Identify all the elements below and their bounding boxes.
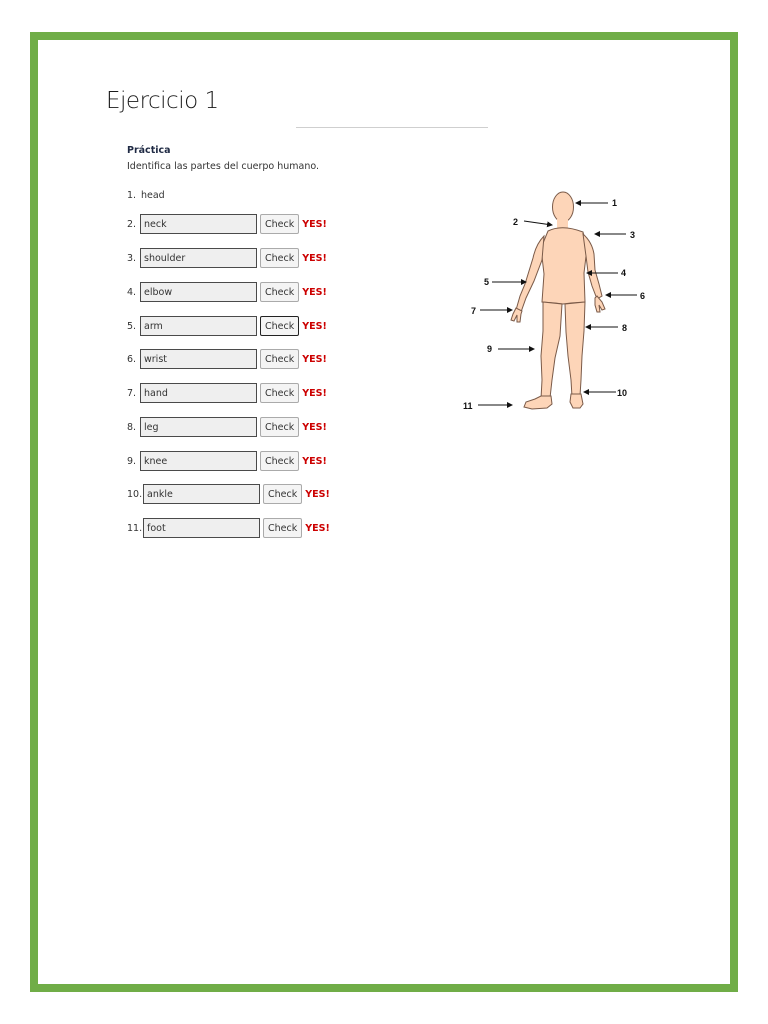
answer-input[interactable] <box>140 282 257 302</box>
exercise-item-9 <box>127 451 327 471</box>
item-answer-text: head <box>141 189 165 201</box>
check-button[interactable]: Check <box>263 484 302 504</box>
exercise-item-5 <box>127 316 327 336</box>
figure-right-leg <box>541 302 562 399</box>
figure-label-8: 8 <box>622 323 628 333</box>
exercise-item-1 <box>127 185 165 205</box>
body-diagram-svg <box>462 186 658 418</box>
item-number: 2. <box>127 218 137 230</box>
figure-label-11: 11 <box>463 401 473 411</box>
answer-input[interactable] <box>140 248 257 268</box>
result-label: YES! <box>302 455 327 467</box>
human-figure <box>511 192 605 409</box>
item-number: 4. <box>127 286 137 298</box>
body-diagram <box>462 186 658 418</box>
answer-input[interactable] <box>140 349 257 369</box>
check-button[interactable]: Check <box>260 316 299 336</box>
figure-label-9: 9 <box>487 344 493 354</box>
check-button[interactable]: Check <box>260 282 299 302</box>
figure-label-7: 7 <box>471 306 477 316</box>
page-frame <box>30 32 738 992</box>
exercise-item-8 <box>127 417 327 437</box>
answer-input[interactable] <box>140 417 257 437</box>
check-button[interactable]: Check <box>260 349 299 369</box>
exercise-item-4 <box>127 282 327 302</box>
exercise-item-3 <box>127 248 327 268</box>
answer-input[interactable] <box>140 451 257 471</box>
title-divider <box>296 127 488 128</box>
answer-input[interactable] <box>140 383 257 403</box>
result-label: YES! <box>305 522 330 534</box>
answer-input[interactable] <box>140 214 257 234</box>
check-button[interactable]: Check <box>260 383 299 403</box>
check-button[interactable]: Check <box>260 451 299 471</box>
item-number: 10. <box>127 488 143 500</box>
item-number: 7. <box>127 387 137 399</box>
result-label: YES! <box>302 421 327 433</box>
result-label: YES! <box>302 387 327 399</box>
item-number: 3. <box>127 252 137 264</box>
figure-left-arm <box>583 234 602 299</box>
arrow-2 <box>524 221 552 225</box>
exercise-item-6 <box>127 349 327 369</box>
page-title: Ejercicio 1 <box>106 88 219 114</box>
figure-left-hand <box>595 296 605 312</box>
figure-left-leg <box>565 302 585 397</box>
figure-label-2: 2 <box>513 217 519 227</box>
section-heading: Práctica <box>127 145 171 156</box>
check-button[interactable]: Check <box>260 214 299 234</box>
check-button[interactable]: Check <box>260 417 299 437</box>
answer-input[interactable] <box>143 484 260 504</box>
item-number: 1. <box>127 189 137 201</box>
answer-input[interactable] <box>143 518 260 538</box>
figure-torso <box>541 228 587 304</box>
result-label: YES! <box>302 353 327 365</box>
figure-right-arm <box>516 236 544 312</box>
exercise-item-11 <box>127 518 330 538</box>
figure-left-foot <box>570 394 583 408</box>
exercise-item-7 <box>127 383 327 403</box>
exercise-item-10 <box>127 484 330 504</box>
instructions-text: Identifica las partes del cuerpo humano. <box>127 161 320 172</box>
check-button[interactable]: Check <box>263 518 302 538</box>
figure-label-1: 1 <box>612 198 618 208</box>
item-number: 8. <box>127 421 137 433</box>
figure-label-5: 5 <box>484 277 490 287</box>
result-label: YES! <box>302 252 327 264</box>
figure-right-foot <box>524 396 552 409</box>
item-number: 5. <box>127 320 137 332</box>
result-label: YES! <box>302 218 327 230</box>
figure-label-3: 3 <box>630 230 636 240</box>
item-number: 9. <box>127 455 137 467</box>
figure-head <box>553 192 574 222</box>
figure-label-10: 10 <box>617 388 628 398</box>
result-label: YES! <box>302 286 327 298</box>
figure-label-4: 4 <box>621 268 627 278</box>
exercise-item-2 <box>127 214 327 234</box>
item-number: 6. <box>127 353 137 365</box>
result-label: YES! <box>305 488 330 500</box>
item-number: 11. <box>127 522 143 534</box>
check-button[interactable]: Check <box>260 248 299 268</box>
figure-right-hand <box>511 308 522 322</box>
result-label: YES! <box>302 320 327 332</box>
figure-label-6: 6 <box>640 291 646 301</box>
answer-input[interactable] <box>140 316 257 336</box>
